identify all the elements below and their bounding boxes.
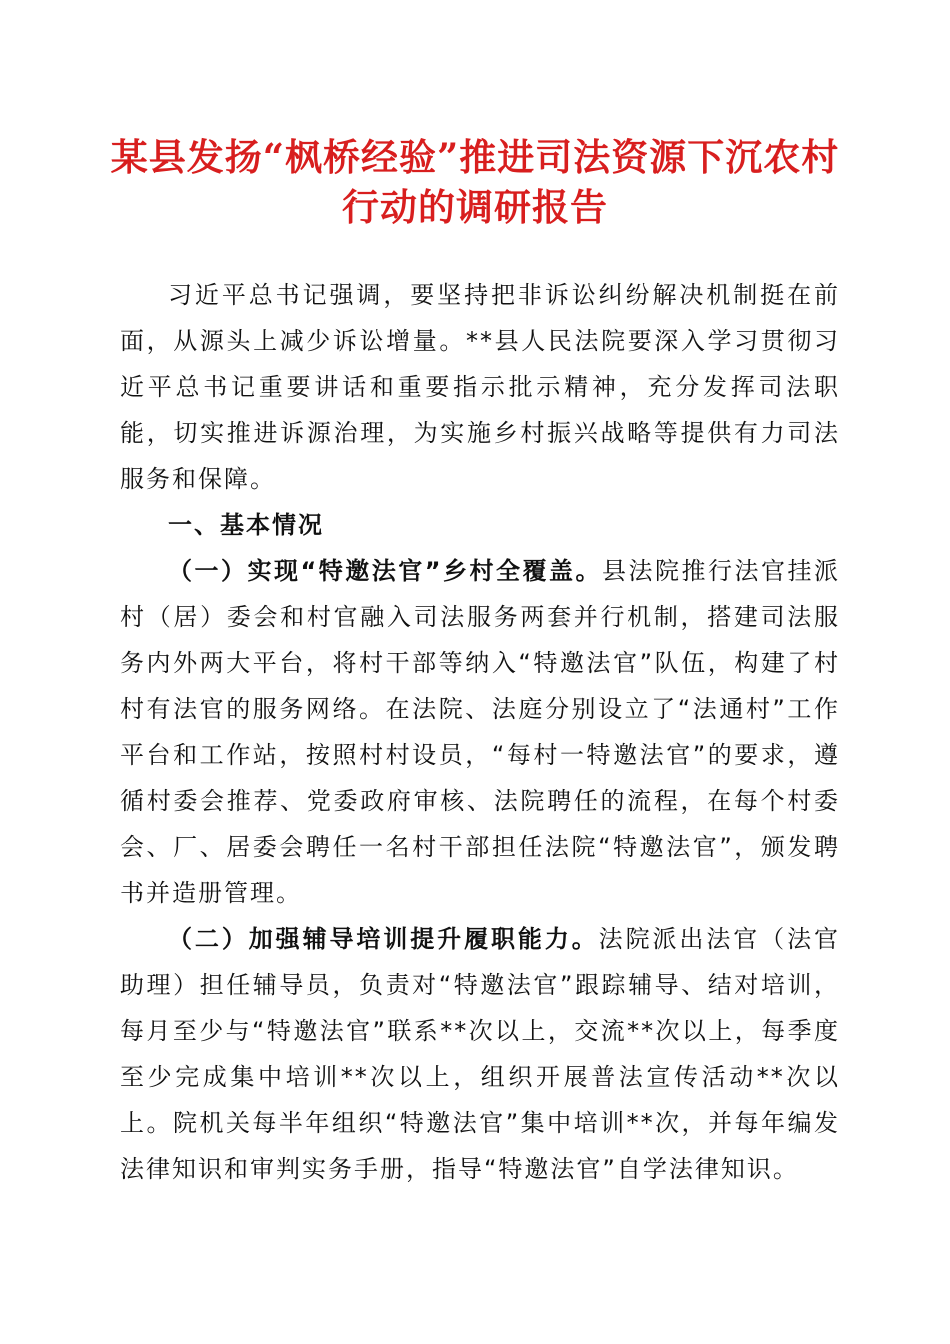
document-title (100, 132, 850, 232)
item-1-lead: （一）实现“特邀法官”乡村全覆盖。 (168, 557, 603, 585)
intro-paragraph: 习近平总书记强调，要坚持把非诉讼纠纷解决机制挺在前面，从源头上减少诉讼增量。**县人民法院要深入学习贯彻习近平总书记重要讲话和重要指示批示精神，充分发挥司法职能，切实推进诉源治理，为实施乡村振兴战略等提供有力司法服务和保障。 (120, 281, 840, 493)
title-line-2: 行动的调研报告 (342, 185, 608, 229)
item-2-paragraph (120, 916, 840, 1192)
item-2-lead: （二）加强辅导培训提升履职能力。 (168, 925, 599, 953)
section-heading-basic-situation: 一、基本情况 (168, 511, 324, 539)
item-2-text: 法院派出法官（法官助理）担任辅导员，负责对“特邀法官”跟踪辅导、结对培训，每月至少与“特邀法官”联系**次以上，交流**次以上，每季度至少完成集中培训**次以上，组织开展普法宣传活动**次以上。院机关每半年组织“特邀法官”集中培训**次，并每年编发法律知识和审判实务手册，指导“特邀法官”自学法律知识。 (120, 925, 841, 1183)
document-body (120, 272, 840, 1192)
item-1-text: 县法院推行法官挂派村（居）委会和村官融入司法服务两套并行机制，搭建司法服务内外两大平台，将村干部等纳入“特邀法官”队伍，构建了村村有法官的服务网络。在法院、法庭分别设立了“法通村”工作平台和工作站，按照村村设员，“每村一特邀法官”的要求，遵循村委会推荐、党委政府审核、法院聘任的流程，在每个村委会、厂、居委会聘任一名村干部担任法院“特邀法官”，颁发聘书并造册管理。 (120, 557, 840, 907)
item-1-paragraph (120, 548, 840, 916)
title-line-1: 某县发扬“枫桥经验”推进司法资源下沉农村 (110, 135, 840, 179)
